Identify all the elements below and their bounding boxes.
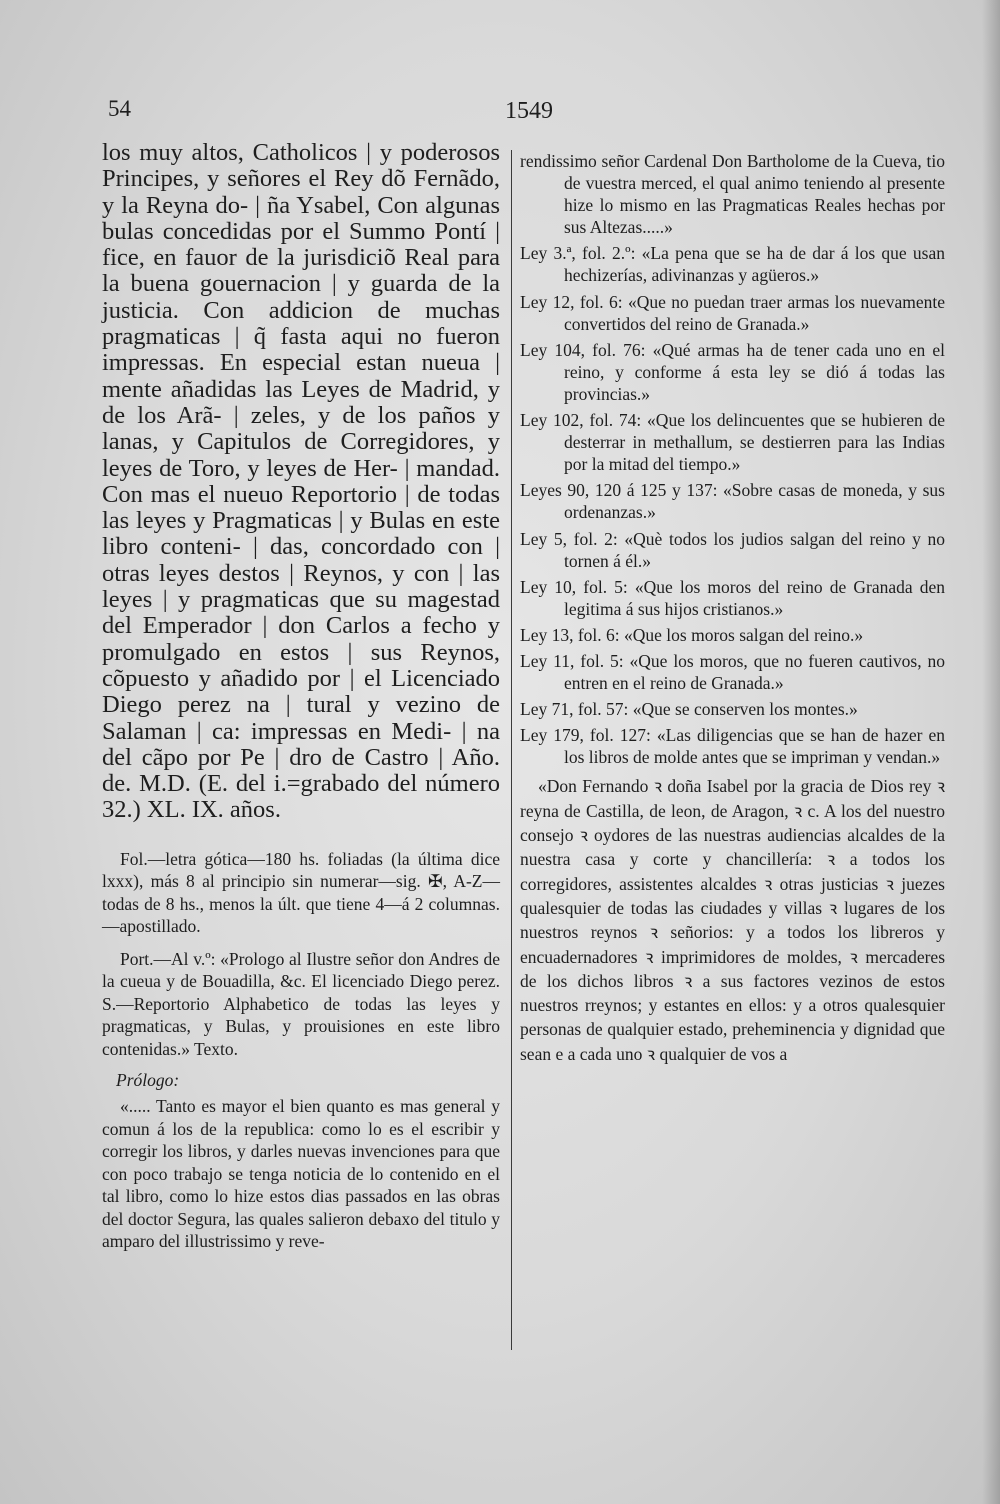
page-shadow-edge — [982, 0, 1000, 1504]
list-item: Ley 104, fol. 76: «Qué armas ha de tener cada uno en el reino, y conforme á esta ley se dió á todas las provincias.» — [520, 339, 945, 404]
list-item: Ley 11, fol. 5: «Que los moros, que no fueren cautivos, no entren en el reino de Granada.» — [520, 650, 945, 694]
list-item: Leyes 90, 120 á 125 y 137: «Sobre casas de moneda, y sus ordenanzas.» — [520, 480, 945, 523]
left-column — [102, 140, 500, 1253]
prolog-heading: Prólogo: — [116, 1070, 180, 1091]
law-list — [520, 150, 945, 768]
list-item: Ley 71, fol. 57: «Que se conserven los montes.» — [520, 699, 858, 720]
royal-decree-text: «Don Fernando ꝛ doña Isabel por la gracia de Dios rey ꝛ reyna de Castilla, de leon, de Aragon, ꝛ c. A los del nuestro consejo ꝛ oydores de las nuestras audiencias alcaldes de la nuestra casa y corte y chancillería: ꝛ a todos los corregidores, assistentes alcaldes ꝛ otras justicias ꝛ juezes qualesquier de todas las ciudades y villas ꝛ lugares de los nuestros reynos ꝛ señorios: y a todos los libreros y encuadernadores ꝛ imprimidores de moldes, ꝛ mercaderes de los dichos libros ꝛ a sus factores vezinos de estos nuestros rreynos; y estantes en ellos: y a otros qualesquier personas de qualquier estado, preheminencia y dignidad que sean e a cada uno ꝛ qualquier de vos a — [520, 776, 945, 1064]
list-item: Ley 179, fol. 127: «Las diligencias que se han de hazer en los libros de molde antes que se impriman y vendan.» — [520, 725, 945, 768]
page-number: 54 — [108, 96, 131, 121]
list-item: Ley 102, fol. 74: «Que los delincuentes que se hubieren de desterrar in methallum, se destierren para las Indias por la mitad del tiempo.» — [520, 410, 945, 475]
bibliographic-description — [102, 848, 500, 1061]
book-title-transcription — [102, 140, 500, 824]
column-divider — [511, 150, 512, 1350]
title-text: los muy altos, Catholicos | y poderosos Principes, y señores el Rey dõ Fernãdo, y la Reyna do- | ña Ysabel, Con algunas bulas concedidas por el Summo Pontí | fice, en fauor de la jurisdiciõ Real para la buena gouernacion | y guarda de la justicia. Con addicion de muchas pragmaticas | q̃ fasta aqui no fueron impressas. En especial estan nueua | mente añadidas las Leyes de Madrid, y de los Arã- | zeles, y de los paños y lanas, y Capitulos de Corregidores, y leyes de Toro, y leyes de Her- | mandad. Con mas el nueuo Reportorio | de todas las leyes y Pragmaticas | y Bulas en este libro conteni- | das, concordado con | otras leyes destos | Reynos, y con | las leyes | y pragmaticas que su magestad del Emperador | don Carlos a fecho y promulgado en estos | sus Reynos, cõpuesto y añadido por | el Licenciado Diego perez na | tural y vezino de Salaman | ca: impressas en Medi- | na del cãpo por Pe | dro de Castro | Año. de. M.D. (E. del i.=grabado del número 32.) XL. IX. años. — [102, 139, 500, 824]
description-paragraph: Port.—Al v.º: «Prologo al Ilustre señor don Andres de la cueua y de Bouadilla, &c. El licenciado Diego perez. S.—Reportorio Alphabetico de todas las leyes y pragmaticas, y Bulas, y prouisiones en este libro contenidas.» Texto. — [102, 948, 500, 1059]
list-item: Ley 3.ª, fol. 2.º: «La pena que se ha de dar á los que usan hechizerías, adivinanzas y agüeros.» — [520, 243, 945, 286]
list-item: Ley 5, fol. 2: «Què todos los judios salgan del reino y no tornen á él.» — [520, 528, 945, 571]
list-item: rendissimo señor Cardenal Don Bartholome de la Cueva, tio de vuestra merced, el qual animo teniendo al presente hize lo mismo en las Pragmaticas Reales hechas por sus Altezas.....» — [520, 151, 945, 238]
list-item: Ley 10, fol. 5: «Que los moros del reino de Granada den legitima á sus hijos cristianos.» — [520, 576, 945, 619]
description-paragraph: Fol.—letra gótica—180 hs. foliadas (la última dice lxxx), más 8 al principio sin numerar—sig. ✠, A-Z—todas de 8 hs., menos la últ. que tiene 4—á 2 columnas.—apostillado. — [102, 848, 500, 937]
prolog-text: «..... Tanto es mayor el bien quanto es mas general y comun á los de la republica: como lo es el escribir y corregir los libros, y darles nuevas invenciones para que con poco trabajo se tenga noticia de lo contenido en el tal libro, como lo hize estos dias passados en las obras del doctor Segura, las quales salieron debaxo del titulo y amparo del illustrissimo y reve- — [102, 1096, 500, 1252]
running-header-year: 1549 — [505, 98, 553, 124]
right-column — [520, 150, 945, 1066]
list-item: Ley 13, fol. 6: «Que los moros salgan del reino.» — [520, 624, 864, 645]
list-item: Ley 12, fol. 6: «Que no puedan traer armas los nuevamente convertidos del reino de Granada.» — [520, 291, 945, 334]
